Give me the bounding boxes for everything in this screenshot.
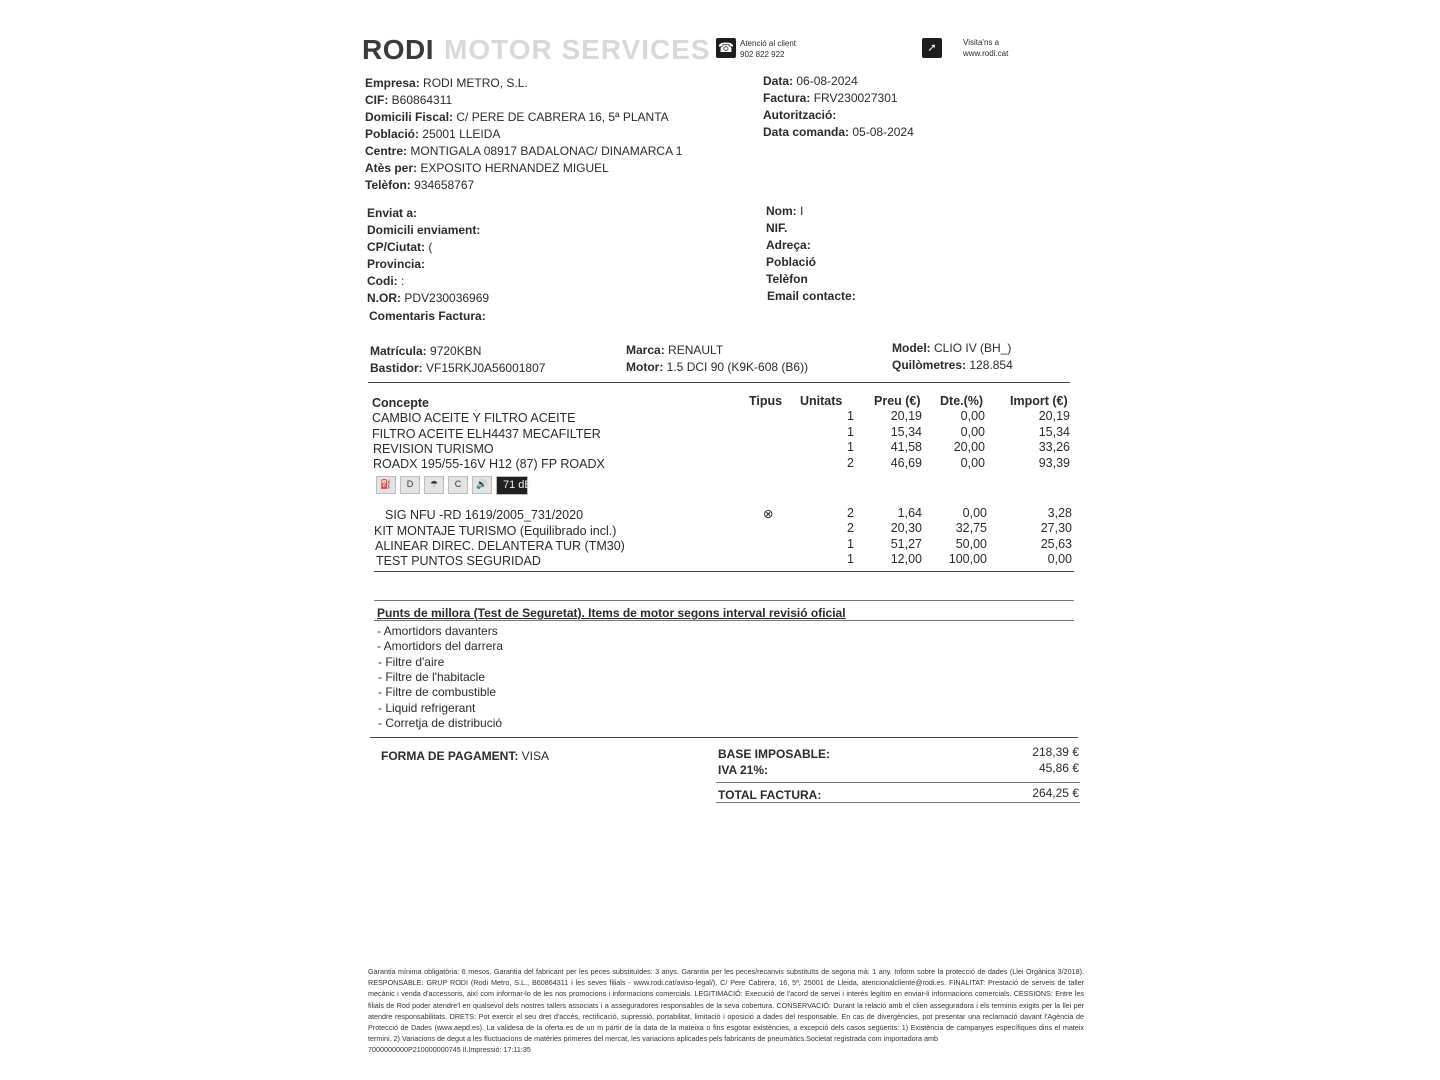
rodi-logo: RODI MOTOR SERVICES <box>362 34 711 65</box>
base-value: 218,39 € <box>1032 745 1079 759</box>
list-item: - Amortidors davanters <box>377 624 498 638</box>
cell-dte: 0,00 <box>960 456 985 470</box>
company-ates: Atès per: EXPOSITO HERNANDEZ MIGUEL <box>365 161 609 175</box>
cell-dte: 32,75 <box>955 521 987 535</box>
shipping-domicili: Domicili enviament: <box>367 223 481 237</box>
wet-grip-icon: ☂ <box>424 476 444 494</box>
cell-unitats: 2 <box>847 521 854 535</box>
cell-preu: 41,58 <box>890 440 922 454</box>
cell-import: 0,00 <box>1047 552 1072 566</box>
invoice-date: Data: 06-08-2024 <box>763 74 858 88</box>
cell-preu: 46,69 <box>890 456 922 470</box>
cursor-icon: ➚ <box>922 38 942 58</box>
cell-dte: 0,00 <box>962 506 987 520</box>
iva-label: IVA 21%: <box>718 763 769 777</box>
col-concepte: Concepte <box>372 396 429 410</box>
cell-unitats: 1 <box>847 425 854 439</box>
company-poblacio: Població: 25001 LLEIDA <box>365 127 501 141</box>
cell-concepte: KIT MONTAJE TURISMO (Equilibrado incl.) <box>374 524 617 538</box>
col-tipus: Tipus <box>749 394 783 408</box>
cell-import: 93,39 <box>1038 456 1070 470</box>
shipping-comentaris: Comentaris Factura: <box>369 309 486 323</box>
company-centre: Centre: MONTIGALA 08917 BADALONAC/ DINAMARCA 1 <box>365 144 683 158</box>
list-item: - Amortidors del darrera <box>377 639 504 653</box>
cell-preu: 12,00 <box>890 552 922 566</box>
divider <box>370 737 1078 738</box>
col-dte: Dte.(%) <box>940 394 984 408</box>
invoice-document <box>360 30 1085 1075</box>
base-label: BASE IMPOSABLE: <box>718 747 831 761</box>
cell-unitats: 1 <box>847 537 854 551</box>
vehicle-km: Quilòmetres: 128.854 <box>892 358 1013 372</box>
iva-value: 45,86 € <box>1038 761 1079 775</box>
customer-poblacio: Població <box>766 255 817 269</box>
col-preu: Preu (€) <box>874 394 921 408</box>
divider <box>374 571 1074 572</box>
shipping-cp: CP/Ciutat: ( <box>367 240 433 254</box>
list-item: - Filtre de l'habitacle <box>378 670 486 684</box>
cell-preu: 1,64 <box>897 506 922 520</box>
col-unitats: Unitats <box>800 394 843 408</box>
print-footer: 7000000000P210000000745 Il.Impressió: 17:11:35 <box>368 1045 531 1055</box>
cell-unitats: 1 <box>847 552 854 566</box>
noise-icon: 🔊 <box>472 476 492 494</box>
shipping-provincia: Provincia: <box>367 257 426 271</box>
customer-service-info: Atenció al client 902 822 922 <box>740 39 797 59</box>
cell-import: 27,30 <box>1040 521 1072 535</box>
company-telefon: Telèfon: 934658767 <box>365 178 475 192</box>
invoice-order-date: Data comanda: 05-08-2024 <box>763 125 914 139</box>
cell-unitats: 2 <box>847 506 854 520</box>
shipping-nor: N.OR: PDV230036969 <box>367 291 490 305</box>
divider <box>716 802 1080 803</box>
cell-concepte: FILTRO ACEITE ELH4437 MECAFILTER <box>372 427 601 441</box>
vehicle-motor: Motor: 1.5 DCI 90 (K9K-608 (B6)) <box>626 360 809 374</box>
cell-dte: 50,00 <box>955 537 987 551</box>
customer-nif: NIF. <box>766 221 788 235</box>
fuel-efficiency-icon: ⛽ <box>376 476 396 494</box>
cell-preu: 15,34 <box>890 425 922 439</box>
vehicle-bastidor: Bastidor: VF15RKJ0A56001807 <box>370 361 546 375</box>
cell-concepte: REVISION TURISMO <box>373 442 494 456</box>
customer-telefon: Telèfon <box>766 272 808 286</box>
divider <box>374 620 1074 621</box>
cell-dte: 100,00 <box>948 552 987 566</box>
cell-dte: 0,00 <box>960 425 985 439</box>
shipping-enviat: Enviat a: <box>367 206 418 220</box>
phone-icon: ☎ <box>716 38 736 58</box>
customer-email: Email contacte: <box>767 289 856 303</box>
cell-concepte: TEST PUNTOS SEGURIDAD <box>376 554 541 568</box>
noise-db: 71 dB <box>496 476 528 495</box>
company-empresa: Empresa: RODI METRO, S.L. <box>365 76 528 90</box>
cell-concepte: ALINEAR DIREC. DELANTERA TUR (TM30) <box>375 539 625 553</box>
legal-text: Garantia mínima obligatòria: 6 mesos. Garantia del fabricant per les peces substituïdes: 3 anys. Garantia per les peces/recanvis substituïts de segona mà: 1 any. Inform sobre la protecció de dades (Llei Orgànica 3/2018). RESPONSABLE: GRUP RODI (Rodi Metro, S.L., B60864311 i les seves filials - www.rodi.cat/aviso-legal/), C/ Pere Cabrera, 16, 5ª, 25001 de Lleida, atencionalcliente@rodi.es. FINALITAT: Prestació de serveis de taller mecànic i venda d'accessoris, així com informar-lo de les nos promocions i informacions comercials. LEGITIMACIÓ: Execució de l'acord de servei i interès legítim en enviar-li informacions comercials. CESSIONS: Entre les filials de Rod poder atendre'l en qualsevol dels nostres tallers associats i a asseguradores responsables de la seva cobertura. CONSERVACIÓ: Durant la relació amb el clien asseguradora i els terminis exigits per la llei per atendre responsabilitats. DRETS: Pot exercir el seu dret d'accés, rectificació, supressió, portabilitat, limitació i oposició a dades del responsable. En cas de divergències, pot presentar una reclamació davant l'Agència de Protecció de Dades (www.aepd.es). La validesa de la oferta es de un m partir de la data de la mateixa o fins esgotar existències, a excepció dels casos següents: 1) Existència de campanyes específiques dins el mateix termini. 2) Variacions de degut a les fluctuacions de matèries primeres del mercat, les variacions aplicades pels fabricants de pneumàtics.Societat registrada com importadora amb 7000000000P210000000745 Il.Impressió: 17:11:35 <box>368 967 1084 1055</box>
invoice-number: Factura: FRV230027301 <box>763 91 898 105</box>
divider <box>374 600 1074 601</box>
total-label: TOTAL FACTURA: <box>718 788 822 802</box>
cell-concepte: CAMBIO ACEITE Y FILTRO ACEITE <box>372 411 576 425</box>
cell-import: 25,63 <box>1040 537 1072 551</box>
company-domicili: Domicili Fiscal: C/ PERE DE CABRERA 16, 5ª PLANTA <box>365 110 669 124</box>
tyre-eu-label <box>376 476 532 494</box>
company-cif: CIF: B60864311 <box>365 93 453 107</box>
list-item: - Filtre de combustible <box>378 685 497 699</box>
customer-adreca: Adreça: <box>766 238 811 252</box>
customer-nom: Nom: I <box>766 204 804 218</box>
shipping-codi: Codi: : <box>367 274 405 288</box>
list-item: - Corretja de distribució <box>378 716 503 730</box>
cell-unitats: 2 <box>847 456 854 470</box>
cell-import: 20,19 <box>1038 409 1070 423</box>
cell-dte: 20,00 <box>953 440 985 454</box>
cell-concepte: SIG NFU -RD 1619/2005_731/2020 <box>385 508 584 522</box>
cell-import: 33,26 <box>1038 440 1070 454</box>
invoice-authorization: Autorització: <box>763 108 837 122</box>
cell-unitats: 1 <box>847 440 854 454</box>
vehicle-model: Model: CLIO IV (BH_) <box>892 341 1012 355</box>
list-item: - Liquid refrigerant <box>378 701 476 715</box>
cell-concepte: ROADX 195/55-16V H12 (87) FP ROADX <box>373 457 605 471</box>
improvements-title: Punts de millora (Test de Seguretat). Items de motor segons interval revisió oficial <box>377 606 846 620</box>
divider <box>716 782 1080 783</box>
fuel-grade: D <box>400 476 420 494</box>
cell-preu: 20,19 <box>890 409 922 423</box>
col-import: Import (€) <box>1010 394 1068 408</box>
cell-unitats: 1 <box>847 409 854 423</box>
cell-preu: 20,30 <box>890 521 922 535</box>
vehicle-marca: Marca: RENAULT <box>626 343 724 357</box>
total-value: 264,25 € <box>1032 786 1079 800</box>
cell-import: 3,28 <box>1047 506 1072 520</box>
cell-preu: 51,27 <box>890 537 922 551</box>
website-info: Visita'ns a www.rodi.cat <box>963 38 1009 58</box>
list-item: - Filtre d'aire <box>378 655 445 669</box>
cell-import: 15,34 <box>1038 425 1070 439</box>
divider <box>368 382 1070 383</box>
cell-dte: 0,00 <box>960 409 985 423</box>
recycle-icon: ⊗ <box>763 507 774 521</box>
payment-method: FORMA DE PAGAMENT: VISA <box>381 749 550 763</box>
wet-grip-grade: C <box>448 476 468 494</box>
vehicle-matricula: Matrícula: 9720KBN <box>370 344 482 358</box>
